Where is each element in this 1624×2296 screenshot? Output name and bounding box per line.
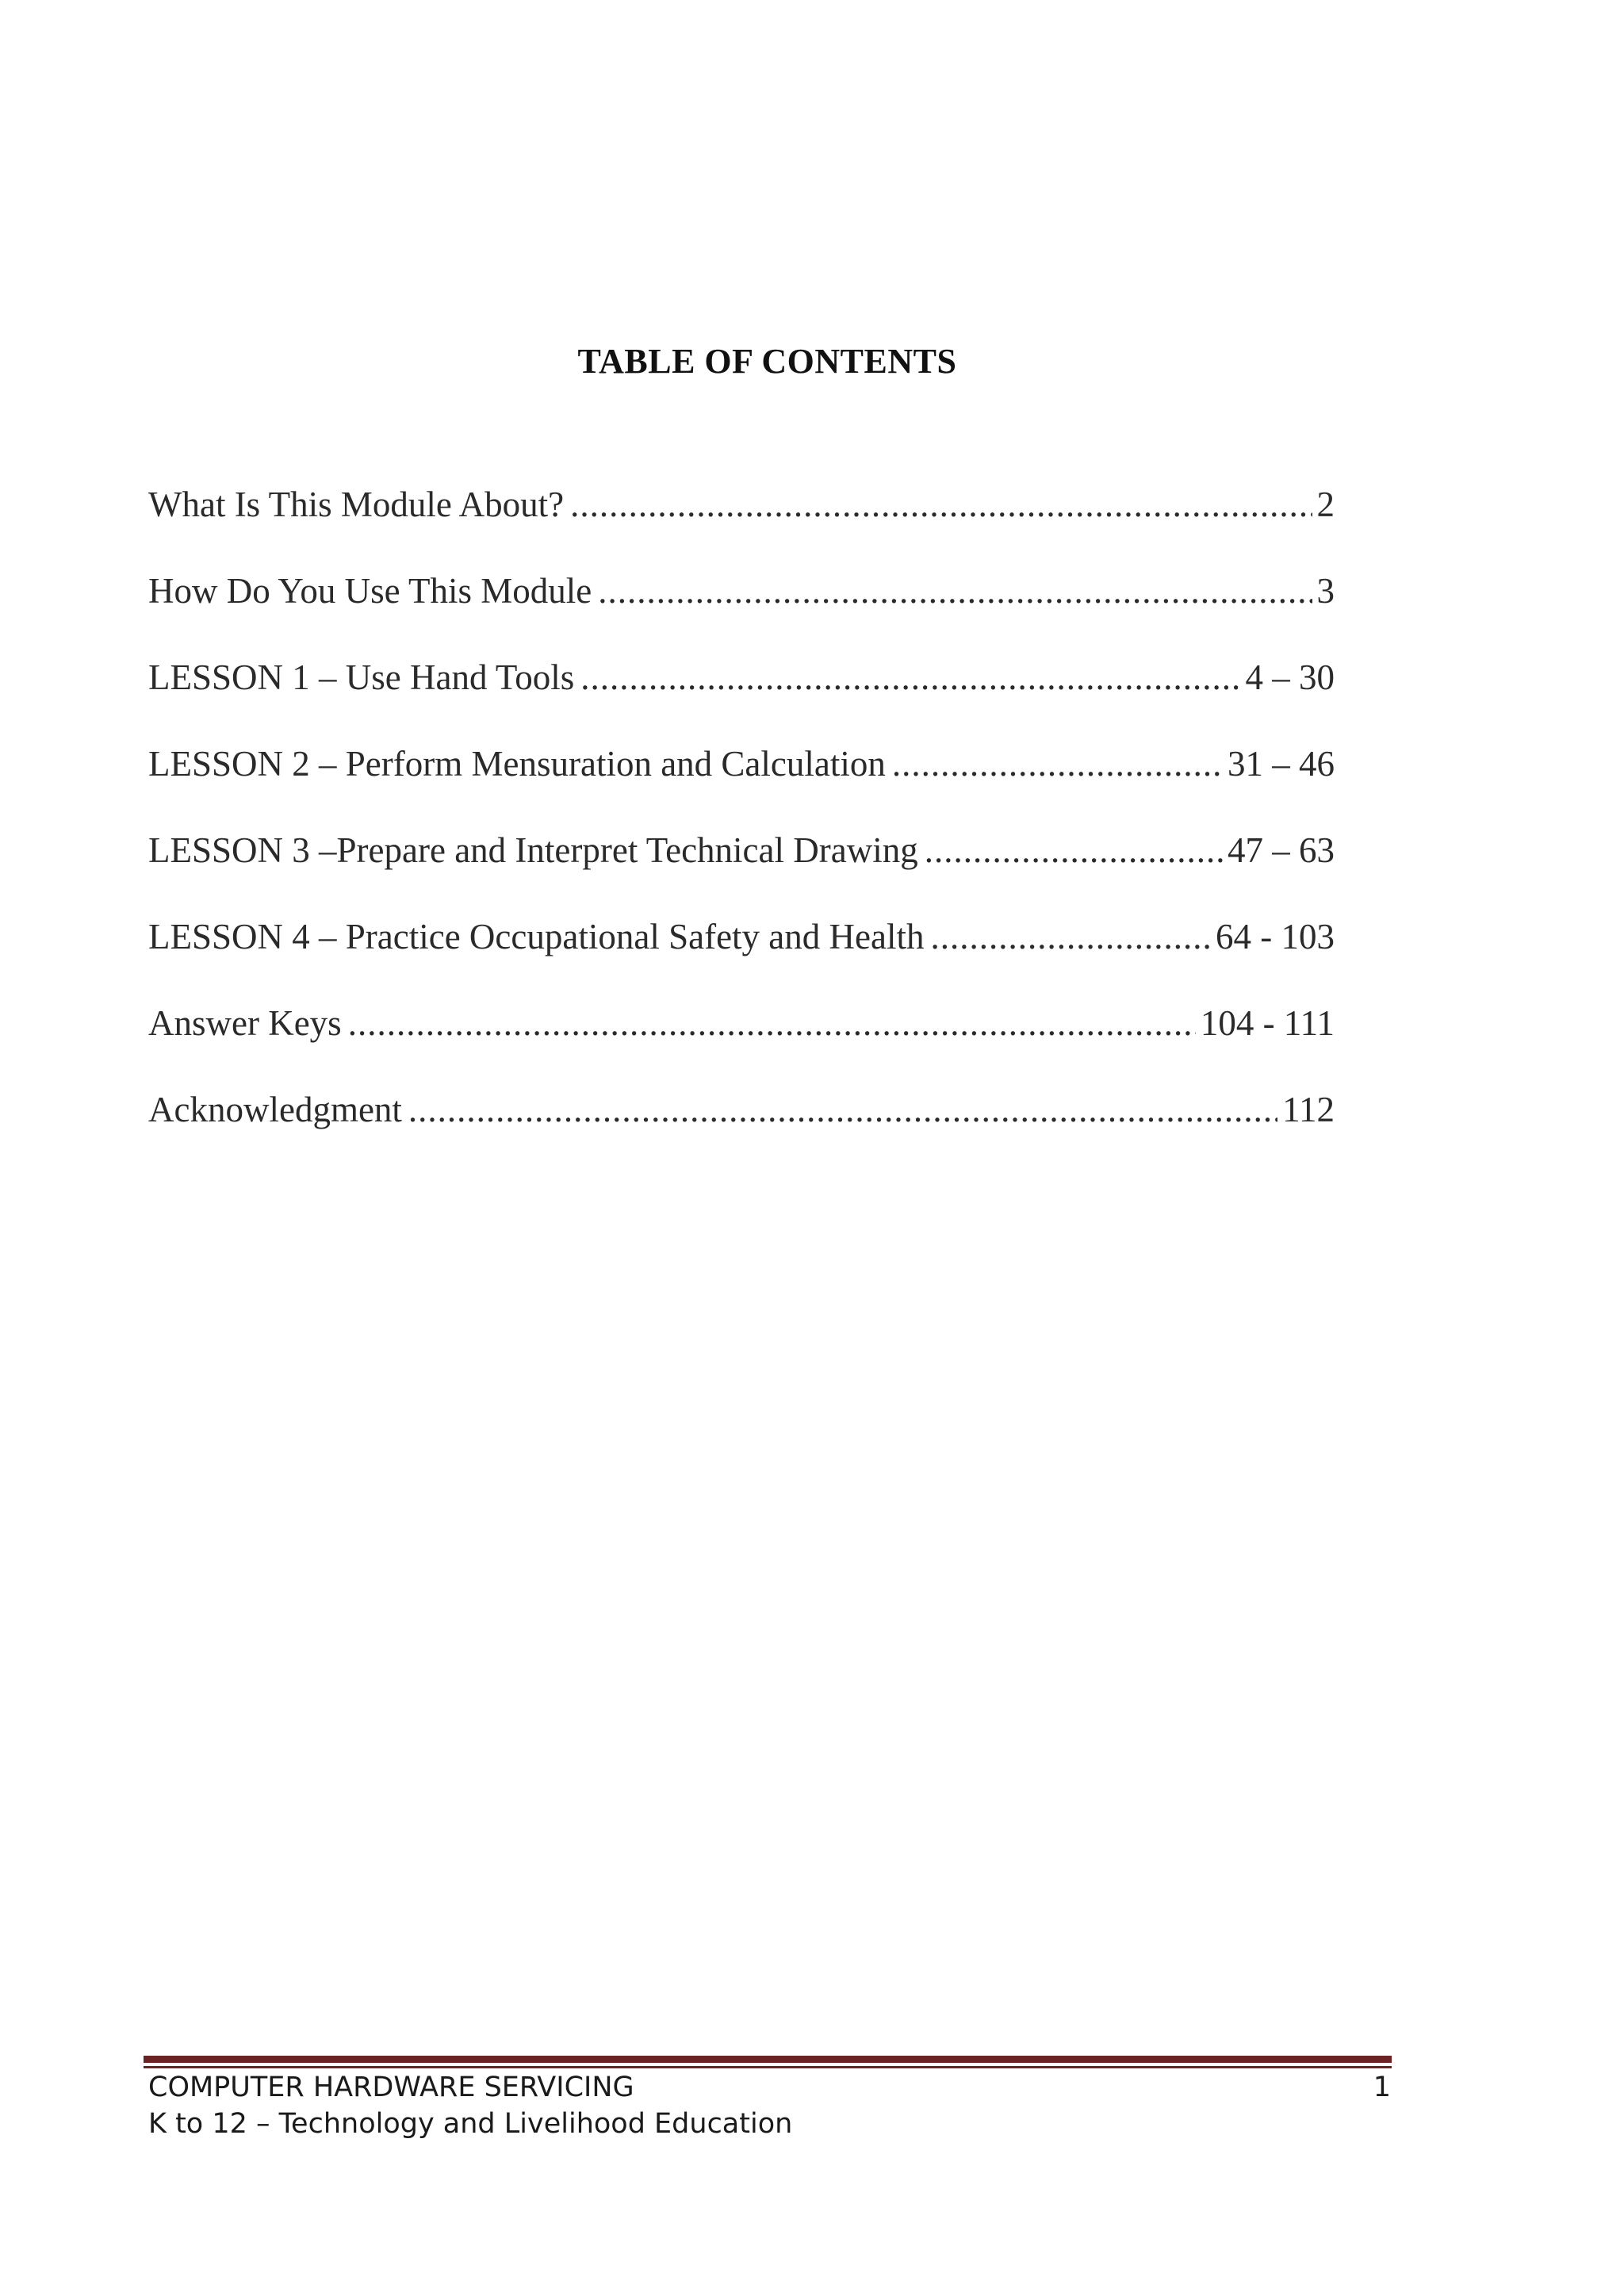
dot-leader (892, 735, 1223, 792)
toc-entry[interactable] (148, 995, 1335, 1081)
toc-entry-label: LESSON 3 –Prepare and Interpret Technical Drawing (148, 830, 918, 870)
table-of-contents (148, 476, 1335, 1167)
dot-leader (348, 995, 1196, 1052)
dot-leader (598, 562, 1312, 619)
toc-entry[interactable] (148, 1081, 1335, 1167)
page-title: TABLE OF CONTENTS (577, 342, 957, 381)
toc-entry-page: 2 (1316, 485, 1335, 524)
toc-entry-label: LESSON 1 – Use Hand Tools (148, 657, 575, 697)
toc-entry-label: How Do You Use This Module (148, 571, 592, 611)
dot-leader (408, 1081, 1277, 1138)
toc-entry-page: 31 – 46 (1228, 744, 1335, 784)
toc-entry[interactable] (148, 476, 1335, 562)
toc-entry-page: 3 (1316, 571, 1335, 611)
dot-leader (925, 822, 1223, 879)
dot-leader (580, 649, 1240, 706)
toc-entry[interactable] (148, 908, 1335, 995)
footer-curriculum: K to 12 – Technology and Livelihood Education (148, 2108, 793, 2140)
toc-entry-label: Acknowledgment (148, 1090, 402, 1129)
toc-entry-page: 4 – 30 (1245, 657, 1335, 697)
toc-entry-page: 47 – 63 (1228, 830, 1335, 870)
toc-entry[interactable] (148, 562, 1335, 649)
dot-leader (570, 476, 1312, 533)
toc-entry-label: What Is This Module About? (148, 485, 565, 524)
toc-entry-label: LESSON 4 – Practice Occupational Safety and Health (148, 917, 925, 956)
toc-entry-page: 64 - 103 (1216, 917, 1335, 956)
toc-entry-page: 112 (1282, 1090, 1335, 1129)
footer-divider-thin (144, 2066, 1392, 2068)
toc-entry[interactable] (148, 822, 1335, 908)
page-number: 1 (1373, 2072, 1391, 2103)
footer-divider-thick (144, 2056, 1392, 2063)
dot-leader (930, 908, 1211, 965)
toc-entry-page: 104 - 111 (1200, 1003, 1335, 1043)
toc-entry[interactable] (148, 649, 1335, 735)
toc-entry-label: Answer Keys (148, 1003, 342, 1043)
toc-entry-label: LESSON 2 – Perform Mensuration and Calculation (148, 744, 886, 784)
toc-entry[interactable] (148, 735, 1335, 822)
footer-course-title: COMPUTER HARDWARE SERVICING (148, 2072, 634, 2103)
